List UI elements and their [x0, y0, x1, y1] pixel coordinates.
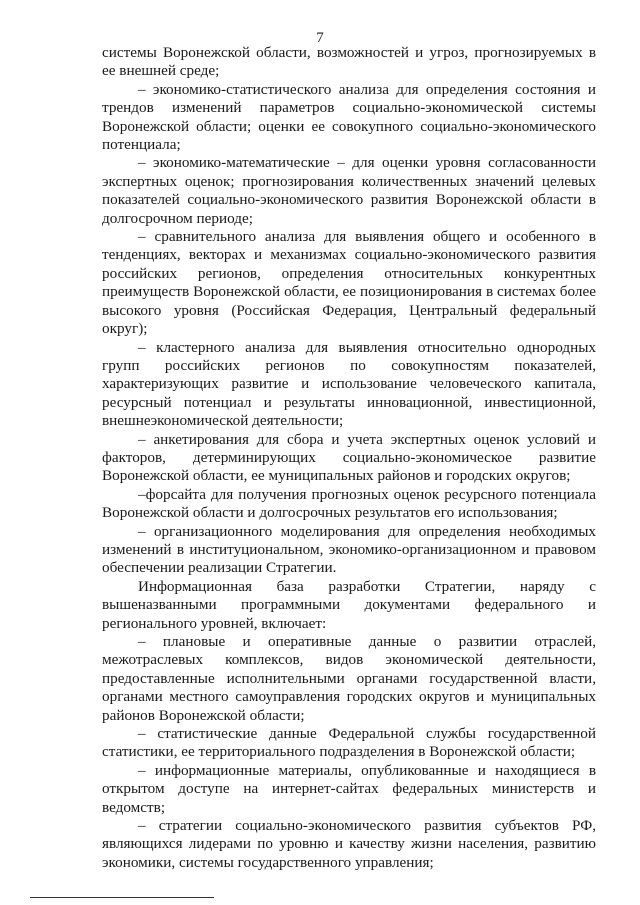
page-number: 7 [316, 30, 324, 46]
paragraph-information-base: Информационная база разработки Стратегии, наряду с вышеназванными программными документами федерального и регионального уровней, включает: [102, 577, 596, 632]
list-item-surveys: – анкетирования для сбора и учета экспертных оценок условий и факторов, детерминирующих социально-экономическое развитие Воронежской области, ее муниципальных районов и городских округов; [102, 430, 596, 485]
footnote-divider [30, 897, 214, 898]
list-item-foresight: –форсайта для получения прогнозных оценок ресурсного потенциала Воронежской области и долгосрочных результатов его использования; [102, 485, 596, 522]
list-item-economic-mathematical: – экономико-математические – для оценки уровня согласованности экспертных оценок; прогнозирования количественных значений целевых показателей социально-экономического развития Воронежской области в долгосрочном периоде; [102, 154, 596, 227]
list-item-planning-data: – плановые и оперативные данные о развитии отраслей, межотраслевых комплексов, видов экономической деятельности, предоставленные исполнительными органами государственной власти, органами местного самоуправления городских округов и муниципальных районов Воронежской области; [102, 633, 596, 724]
list-item-comparative-analysis: – сравнительного анализа для выявления общего и особенного в тенденциях, векторах и механизмах социально-экономического развития российских регионов, определения относительных конкурентных преимуществ Воронежской области, ее позиционирования в системах более высокого уровня (Российская Федерация, Центральный федеральный округ); [102, 228, 596, 338]
paragraph-continuation: системы Воронежской области, возможностей и угроз, прогнозируемых в ее внешней среде; [102, 44, 596, 80]
list-item-economic-statistical: – экономико-статистического анализа для определения состояния и трендов изменений параметров социально-экономической системы Воронежской области; оценки ее совокупного социально-экономического потенциала; [102, 80, 596, 154]
list-item-statistical-data: – статистические данные Федеральной службы государственной статистики, ее территориального подразделения в Воронежской области; [102, 725, 596, 761]
list-item-organizational-modeling: – организационного моделирования для определения необходимых изменений в институциональном, экономико-организационном и правовом обеспечении реализации Стратегии. [102, 522, 596, 577]
list-item-information-materials: – информационные материалы, опубликованные и находящиеся в открытом доступе на интернет-сайтах федеральных министерств и ведомств; [102, 761, 596, 816]
list-item-regional-strategies: – стратегии социально-экономического развития субъектов РФ, являющихся лидерами по уровню и качеству жизни населения, развитию экономики, системы государственного управления; [102, 817, 596, 871]
list-item-cluster-analysis: – кластерного анализа для выявления относительно однородных групп российских регионов по совокупностям показателей, характеризующих развитие и использование человеческого капитала, ресурсный потенциал и результаты инновационной, инвестиционной, внешнеэкономической деятельности; [102, 338, 596, 430]
document-body [102, 44, 596, 872]
